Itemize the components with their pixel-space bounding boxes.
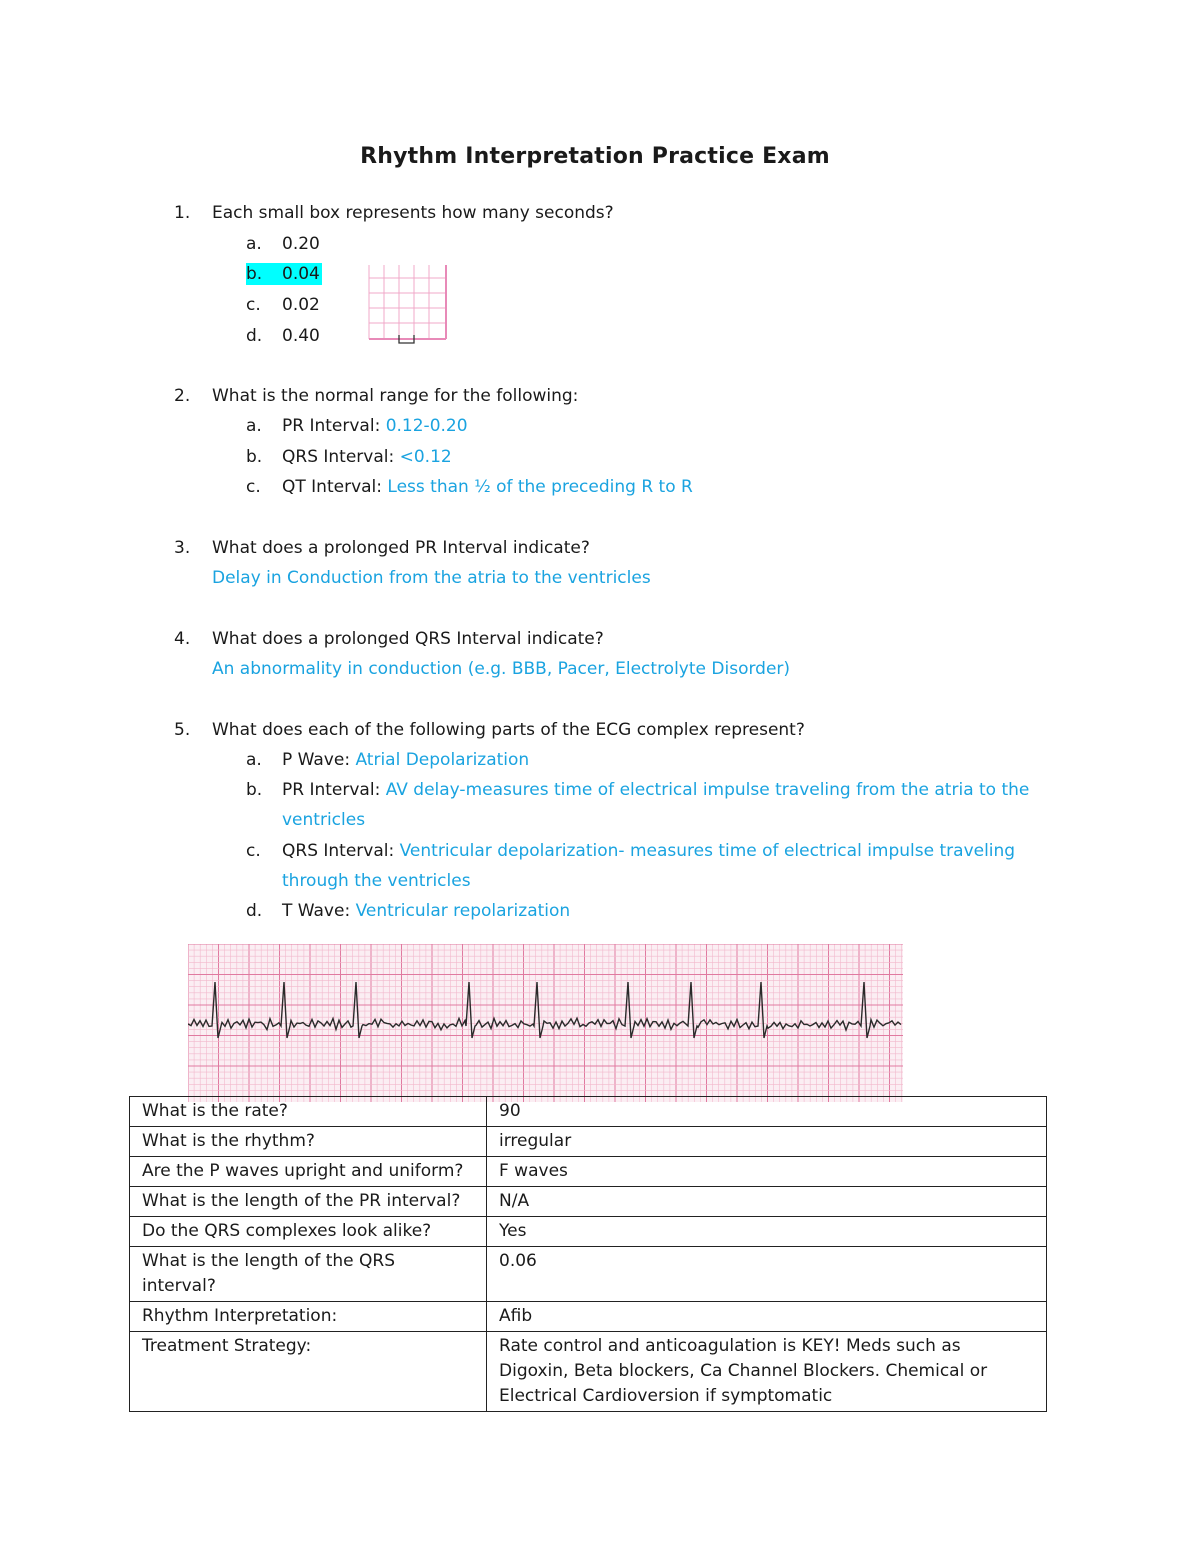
item-line	[282, 836, 1072, 896]
item-letter: c.	[246, 841, 261, 861]
question-text: Each small box represents how many seconds?	[212, 203, 614, 223]
row-question: Rhythm Interpretation:	[130, 1302, 487, 1332]
item-line	[282, 775, 1072, 835]
table-row	[130, 1217, 1047, 1247]
item-answer: Atrial Depolarization	[355, 750, 530, 770]
small-box-grid-image	[368, 263, 448, 345]
item-answer: Ventricular depolarization- measures time of electrical impulse traveling through the ventricles	[282, 841, 1016, 891]
question-text: What is the normal range for the following:	[212, 386, 579, 406]
row-answer: F waves	[487, 1157, 1047, 1187]
item-answer: <0.12	[399, 447, 452, 467]
item-line	[282, 749, 529, 771]
option-text: 0.20	[282, 234, 320, 254]
row-question: Do the QRS complexes look alike?	[130, 1217, 487, 1247]
question-number: 5.	[174, 720, 191, 740]
item-answer: AV delay-measures time of electrical impulse traveling from the atria to the ventricles	[282, 780, 1030, 830]
item-label: T Wave:	[282, 901, 356, 921]
option-letter: c.	[246, 295, 261, 315]
question-number: 3.	[174, 538, 191, 558]
option-text: 0.02	[282, 295, 320, 315]
item-letter: d.	[246, 901, 263, 921]
item-label: P Wave:	[282, 750, 356, 770]
row-question: What is the rate?	[130, 1097, 487, 1127]
item-label: QT Interval:	[282, 477, 388, 497]
rhythm-analysis-table	[129, 1096, 1047, 1412]
item-label: PR Interval:	[282, 780, 386, 800]
option-letter: d.	[246, 326, 263, 346]
row-answer: irregular	[487, 1127, 1047, 1157]
ecg-rhythm-strip	[188, 944, 903, 1102]
item-line	[282, 900, 570, 922]
item-answer: Less than ½ of the preceding R to R	[387, 477, 693, 497]
table-row	[130, 1157, 1047, 1187]
question-number: 4.	[174, 629, 191, 649]
row-answer: Yes	[487, 1217, 1047, 1247]
item-line	[282, 415, 468, 437]
table-row	[130, 1187, 1047, 1217]
question-number: 2.	[174, 386, 191, 406]
item-label: PR Interval:	[282, 416, 386, 436]
item-label: QRS Interval:	[282, 447, 400, 467]
question-text: What does a prolonged PR Interval indicate?	[212, 538, 590, 558]
row-question: Are the P waves upright and uniform?	[130, 1157, 487, 1187]
question-answer: Delay in Conduction from the atria to the ventricles	[212, 568, 651, 588]
question-text: What does a prolonged QRS Interval indicate?	[212, 629, 604, 649]
item-answer: Ventricular repolarization	[355, 901, 571, 921]
item-letter: a.	[246, 750, 262, 770]
option-letter: b.	[246, 264, 263, 284]
question-answer: An abnormality in conduction (e.g. BBB, Pacer, Electrolyte Disorder)	[212, 659, 791, 679]
item-letter: a.	[246, 416, 262, 436]
table-row	[130, 1332, 1047, 1412]
item-letter: b.	[246, 447, 263, 467]
row-answer: Rate control and anticoagulation is KEY! Meds such as Digoxin, Beta blockers, Ca Channel Blockers. Chemical or Electrical Cardioversion if symptomatic	[487, 1332, 1047, 1412]
row-answer: Afib	[487, 1302, 1047, 1332]
table-row	[130, 1097, 1047, 1127]
item-letter: c.	[246, 477, 261, 497]
item-letter: b.	[246, 780, 263, 800]
item-label: QRS Interval:	[282, 841, 400, 861]
row-question: What is the length of the QRS interval?	[130, 1247, 487, 1302]
question-number: 1.	[174, 203, 191, 223]
item-line	[282, 476, 693, 498]
table-row	[130, 1127, 1047, 1157]
question-text: What does each of the following parts of the ECG complex represent?	[212, 720, 805, 740]
page-title: Rhythm Interpretation Practice Exam	[360, 144, 830, 169]
option-text-correct: 0.04	[282, 264, 320, 284]
option-text: 0.40	[282, 326, 320, 346]
row-question: What is the length of the PR interval?	[130, 1187, 487, 1217]
row-question: What is the rhythm?	[130, 1127, 487, 1157]
table-row	[130, 1302, 1047, 1332]
row-question: Treatment Strategy:	[130, 1332, 487, 1412]
row-answer: N/A	[487, 1187, 1047, 1217]
item-line	[282, 446, 452, 468]
row-answer: 90	[487, 1097, 1047, 1127]
table-row	[130, 1247, 1047, 1302]
item-answer: 0.12-0.20	[385, 416, 468, 436]
row-answer: 0.06	[487, 1247, 1047, 1302]
option-letter: a.	[246, 234, 262, 254]
